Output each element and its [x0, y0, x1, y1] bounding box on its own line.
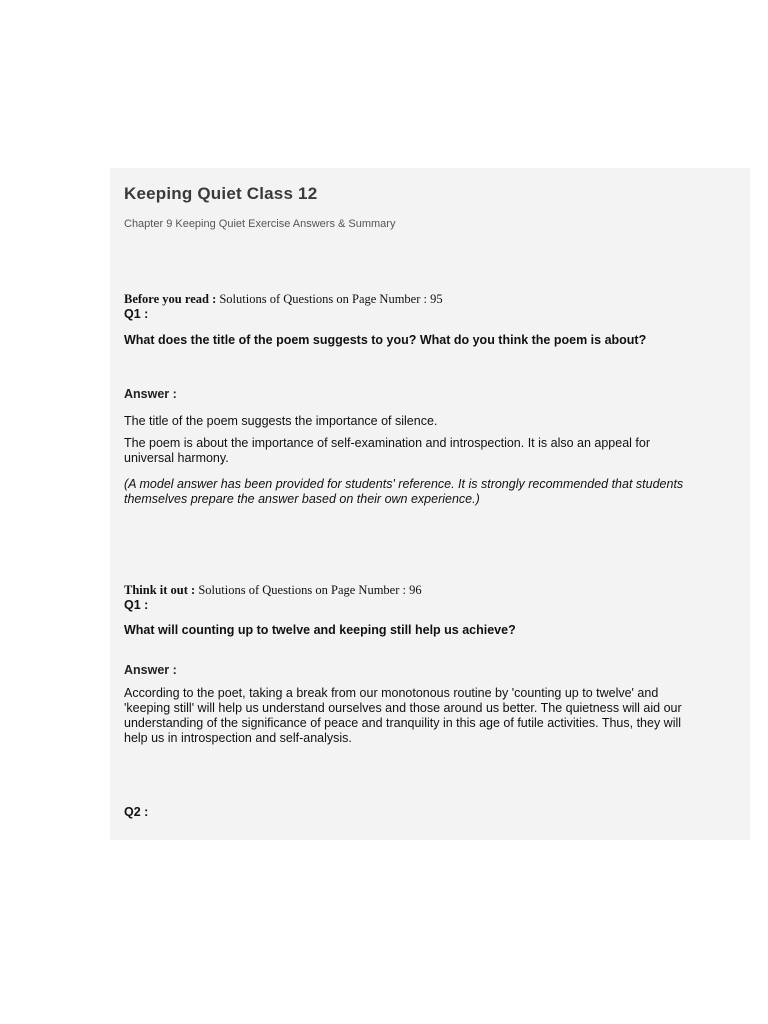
answer-paragraph: According to the poet, taking a break from our monotonous routine by 'counting up to twelve' and 'keeping still' will help us understand ourselves and those around us better. The quietness will aid our understanding of the significance of peace and tranquility in this age of futile activities. Thus, they will help us in introspection and self-analysis. — [124, 686, 682, 745]
question-label-q2: Q2 : — [124, 805, 149, 819]
question-text: What does the title of the poem suggests to you? What do you think the poem is about? — [124, 333, 647, 347]
section-heading-rest: Solutions of Questions on Page Number : 96 — [195, 583, 422, 597]
question-text: What will counting up to twelve and keeping still help us achieve? — [124, 623, 516, 637]
page-title: Keeping Quiet Class 12 — [124, 184, 318, 203]
model-answer-note: (A model answer has been provided for students' reference. It is strongly recommended that students themselves prepare the answer based on their own experience.) — [124, 477, 684, 506]
answer-paragraph: The title of the poem suggests the importance of silence. — [124, 414, 438, 428]
section-heading-think-it-out — [124, 583, 694, 598]
question-label: Q1 : — [124, 598, 149, 612]
section-heading-bold: Think it out : — [124, 583, 196, 597]
section-heading-bold: Before you read : — [124, 292, 217, 306]
section-heading-rest: Solutions of Questions on Page Number : 95 — [216, 292, 443, 306]
page-subtitle: Chapter 9 Keeping Quiet Exercise Answers & Summary — [124, 218, 396, 230]
section-heading-before-you-read — [124, 292, 694, 307]
answer-paragraph: The poem is about the importance of self-examination and introspection. It is also an appeal for universal harmony. — [124, 436, 650, 465]
answer-label: Answer : — [124, 663, 177, 677]
question-label: Q1 : — [124, 307, 149, 321]
answer-label: Answer : — [124, 387, 177, 401]
